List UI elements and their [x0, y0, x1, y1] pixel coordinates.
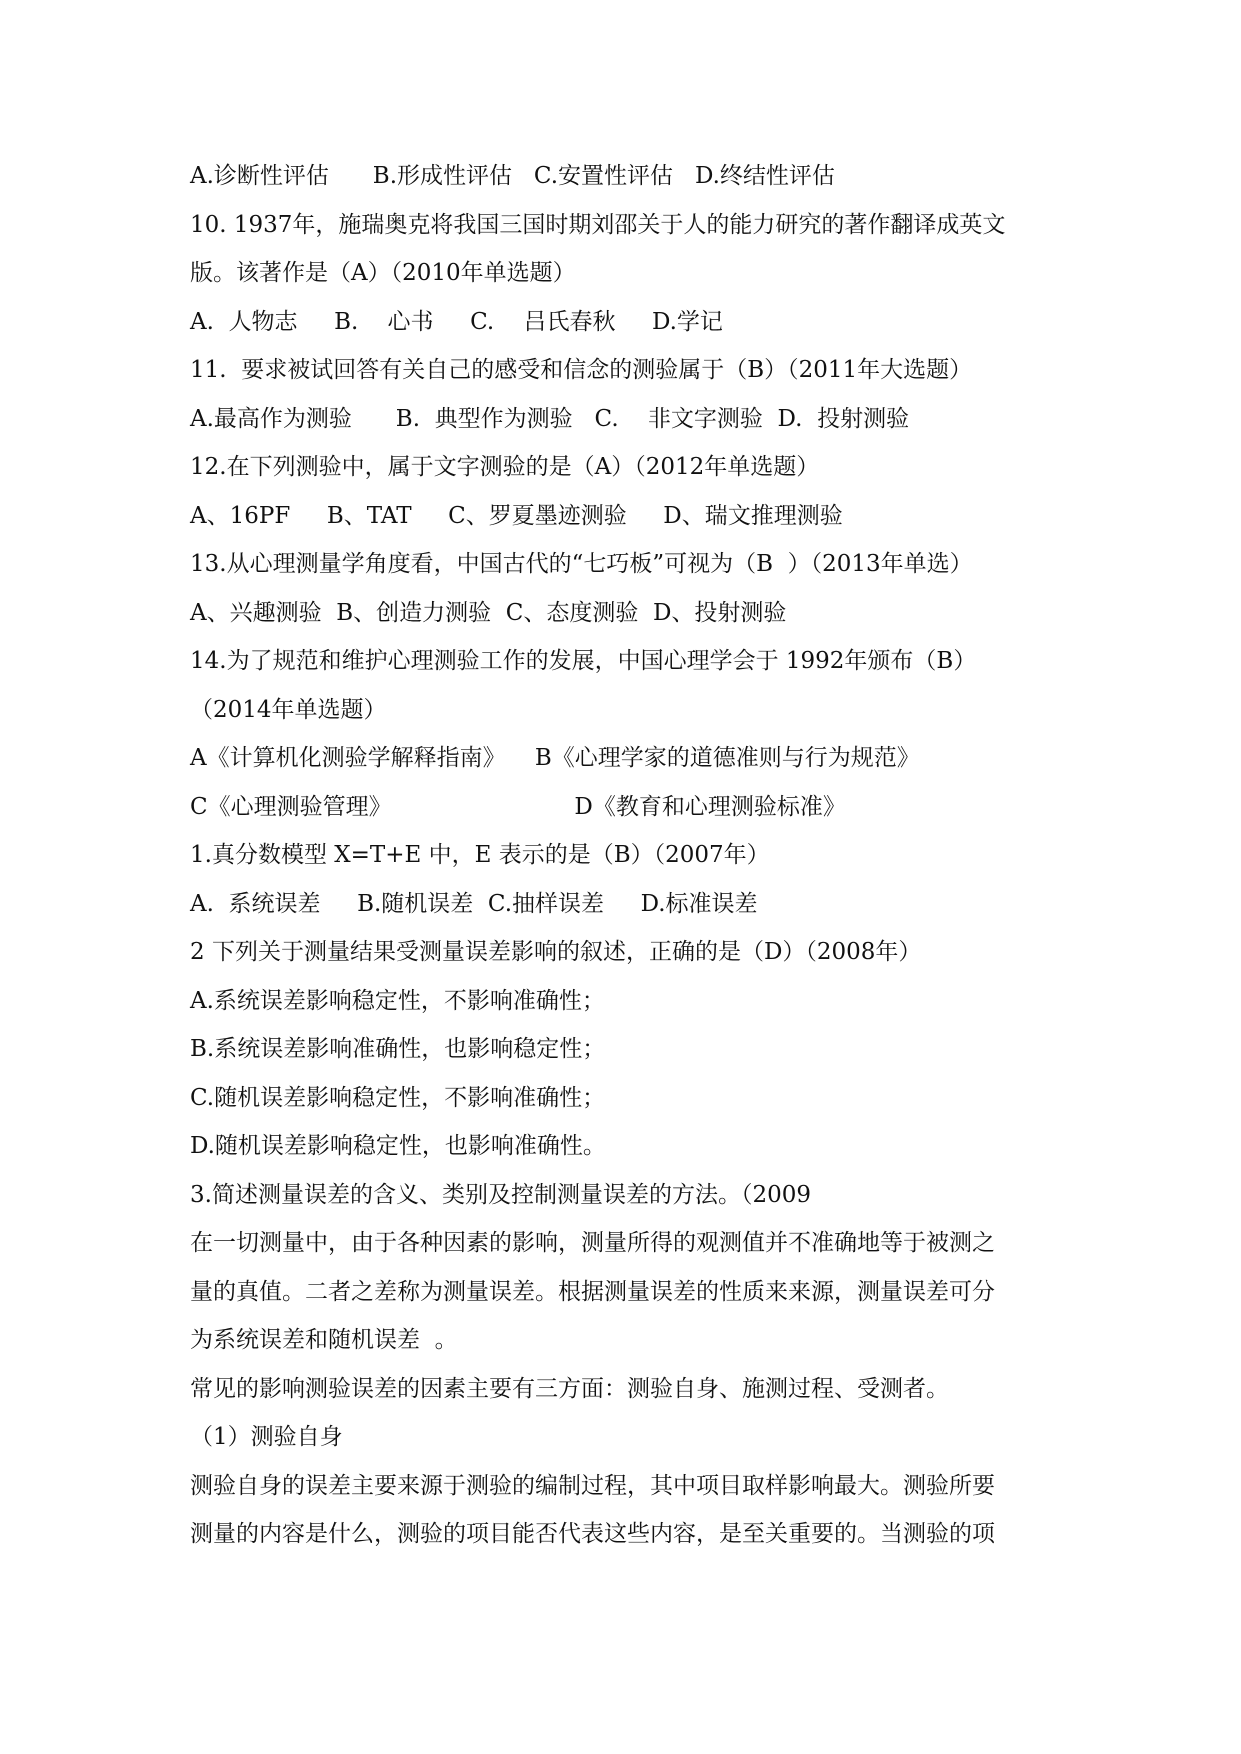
q11-stem: 11. 要求被试回答有关自己的感受和信念的测验属于（B）（2011年大选题）	[190, 357, 973, 383]
answer-paragraph-line3: 为系统误差和随机误差 。	[190, 1327, 458, 1353]
q13-stem: 13.从心理测量学角度看，中国古代的“七巧板”可视为（B ）（2013年单选）	[190, 551, 973, 577]
q13-options: A、兴趣测验 B、创造力测验 C、态度测验 D、投射测验	[190, 599, 787, 626]
s2-q2-option-b: B.系统误差影响准确性，也影响稳定性；	[190, 1036, 606, 1062]
q14-stem-line1: 14.为了规范和维护心理测验工作的发展，中国心理学会于 1992年颁布（B）	[190, 648, 977, 674]
s2-q2-stem: 2 下列关于测量结果受测量误差影响的叙述，正确的是（D）（2008年）	[190, 939, 922, 965]
s2-q2-option-d: D.随机误差影响稳定性，也影响准确性。	[190, 1133, 606, 1159]
answer-paragraph-line1: 在一切测量中，由于各种因素的影响，测量所得的观测值并不准确地等于被测之	[190, 1230, 995, 1256]
q14-options-cd: C《心理测验管理》 D《教育和心理测验标准》	[190, 793, 846, 820]
q14-stem-line2: （2014年单选题）	[190, 696, 387, 723]
s2-q1-options: A. 系统误差 B.随机误差 C.抽样误差 D.标准误差	[190, 890, 758, 917]
q12-stem: 12.在下列测验中，属于文字测验的是（A）（2012年单选题）	[190, 454, 820, 480]
q10-stem-line2: 版。该著作是（A）（2010年单选题）	[190, 260, 576, 286]
q10-options: A. 人物志 B. 心书 C. 吕氏春秋 D.学记	[190, 308, 723, 335]
factor-1-heading: （1）测验自身	[190, 1424, 343, 1450]
q9-options: A.诊断性评估 B.形成性评估 C.安置性评估 D.终结性评估	[190, 163, 835, 189]
answer-paragraph-line2: 量的真值。二者之差称为测量误差。根据测量误差的性质来来源，测量误差可分	[190, 1278, 995, 1305]
document-body	[190, 152, 1060, 1559]
q14-options-ab: A《计算机化测验学解释指南》 B《心理学家的道德准则与行为规范》	[190, 745, 920, 771]
q10-stem-line1: 10. 1937年，施瑞奥克将我国三国时期刘邵关于人的能力研究的著作翻译成英文	[190, 211, 1006, 238]
s2-q2-option-c: C.随机误差影响稳定性，不影响准确性；	[190, 1084, 606, 1111]
factor-1-text-line1: 测验自身的误差主要来源于测验的编制过程，其中项目取样影响最大。测验所要	[190, 1472, 995, 1499]
s2-q1-stem: 1.真分数模型 X=T+E 中，E 表示的是（B）（2007年）	[190, 842, 770, 868]
factor-1-text-line2: 测量的内容是什么，测验的项目能否代表这些内容，是至关重要的。当测验的项	[190, 1521, 995, 1547]
q12-options: A、16PF B、TAT C、罗夏墨迹测验 D、瑞文推理测验	[190, 502, 843, 529]
q11-options: A.最高作为测验 B. 典型作为测验 C. 非文字测验 D. 投射测验	[190, 405, 910, 432]
s2-q2-option-a: A.系统误差影响稳定性，不影响准确性；	[190, 987, 605, 1014]
factors-intro: 常见的影响测验误差的因素主要有三方面：测验自身、施测过程、受测者。	[190, 1375, 949, 1402]
s2-q3-stem: 3.简述测量误差的含义、类别及控制测量误差的方法。（2009	[190, 1181, 811, 1208]
